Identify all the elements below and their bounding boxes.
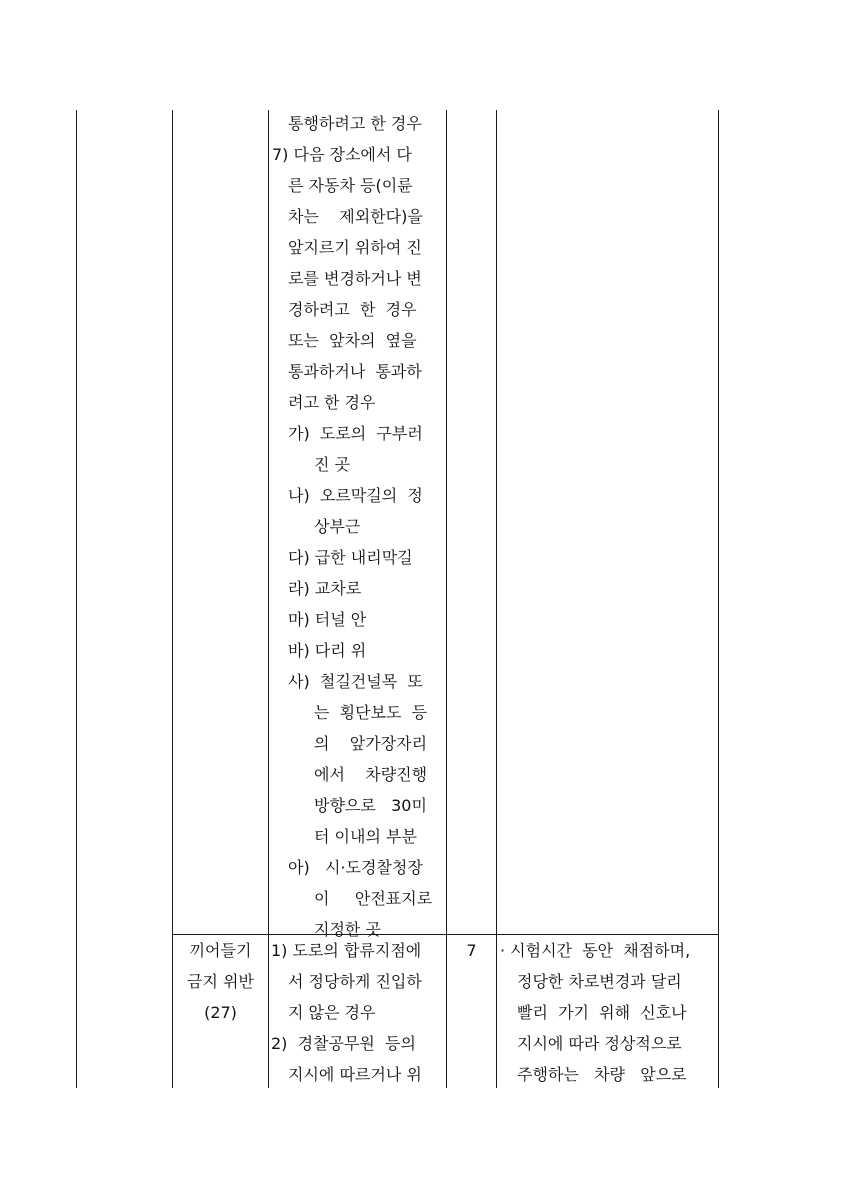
criteria-line: 1) 도로의 합류지점에 (271, 941, 422, 960)
criteria-line: 지 않은 경우 (288, 1003, 376, 1022)
points-value (447, 935, 496, 966)
criteria-line: 이 안전표지로 (314, 889, 433, 908)
criteria-subitem: 바) 다리 위 (288, 641, 367, 660)
criteria-subitem: 마) 터널 안 (288, 610, 367, 629)
criteria-line: 로를 변경하거나 변 (288, 269, 422, 288)
table-divider-2 (268, 110, 269, 1088)
criteria-line: 상부근 (314, 517, 361, 536)
criteria-line: 차는 제외한다)을 (288, 207, 423, 226)
criteria-line: 7) 다음 장소에서 다 (272, 145, 412, 164)
criteria-line: 방향으로 30미 (314, 796, 427, 815)
criteria-line: 통과하거나 통과하 (288, 362, 422, 381)
table-border-right (718, 110, 719, 1088)
criteria-line: 진 곳 (314, 455, 350, 474)
criteria-line: 려고 한 경우 (288, 393, 376, 412)
item-name-line: 금지 위반 (187, 972, 254, 991)
criteria-line: 지정한 곳 (314, 920, 381, 939)
item-name-code: (27) (204, 1003, 237, 1022)
criteria-subitem: 가) 도로의 구부러 (288, 424, 423, 443)
criteria-subitem: 나) 오르막길의 정 (288, 486, 423, 505)
criteria-line: 통행하려고 한 경우 (288, 114, 422, 133)
criteria-lane-cutting (271, 935, 444, 1090)
remarks-line: · 시험시간 동안 채점하며, (500, 941, 691, 960)
remarks-line: 지시에 따라 정상적으로 (517, 1034, 682, 1053)
remarks-line: 정당한 차로변경과 달리 (517, 972, 682, 991)
criteria-line: 2) 경찰공무원 등의 (271, 1034, 416, 1053)
remarks (500, 935, 716, 1090)
table-border-left (76, 110, 77, 1088)
remarks-line: 주행하는 차량 앞으로 (517, 1065, 687, 1084)
criteria-line: 터 이내의 부분 (314, 827, 417, 846)
criteria-line: 앞지르기 위하여 진 (288, 238, 422, 257)
item-name (173, 935, 268, 1028)
item-name-line: 끼어들기 (189, 941, 252, 960)
criteria-line: 른 자동차 등(이륜 (288, 176, 413, 195)
criteria-subitem: 다) 급한 내리막길 (288, 548, 413, 567)
criteria-subitem: 사) 철길건널목 또 (288, 672, 423, 691)
criteria-line: 경하려고 한 경우 (288, 300, 417, 319)
criteria-line: 의 앞가장자리 (314, 734, 428, 753)
criteria-line: 는 횡단보도 등 (314, 703, 428, 722)
criteria-line: 에서 차량진행 (314, 765, 428, 784)
remarks-line: 빨리 가기 위해 신호나 (517, 1003, 687, 1022)
criteria-line: 서 정당하게 진입하 (288, 972, 422, 991)
criteria-line: 또는 앞차의 옆을 (288, 331, 417, 350)
criteria-subitem: 아) 시·도경찰청장 (288, 858, 423, 877)
table-divider-4 (496, 110, 497, 1088)
points-number: 7 (466, 941, 477, 960)
criteria-subitem: 라) 교차로 (288, 579, 362, 598)
criteria-line: 지시에 따르거나 위 (288, 1065, 422, 1084)
criteria-continued (272, 108, 444, 945)
